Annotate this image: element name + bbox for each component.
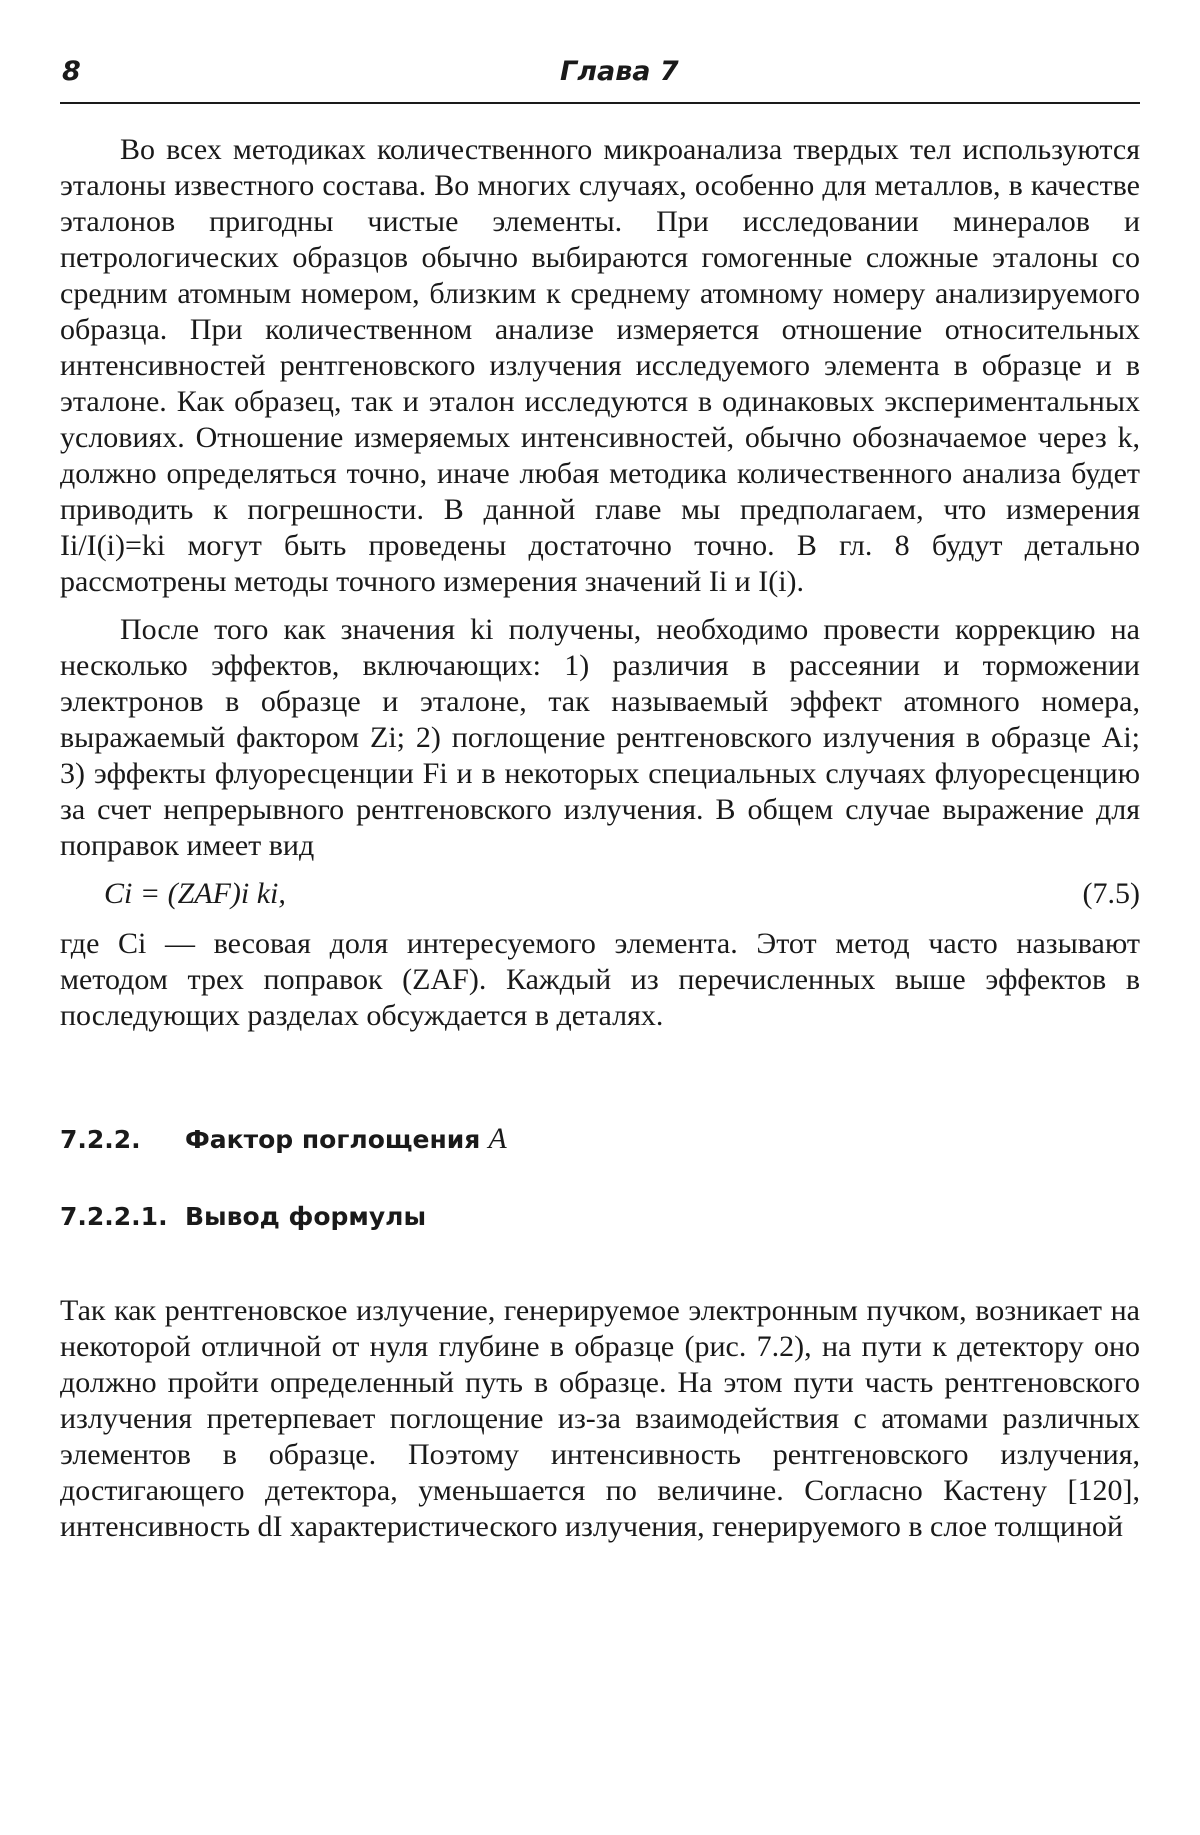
running-head: Глава 7: [560, 56, 679, 87]
section-heading-7-2-2-1: [60, 1202, 1140, 1231]
equation-7-5: [60, 868, 1140, 920]
section-number: 7.2.2.: [60, 1125, 141, 1154]
paragraph-corrections: После того как значения ki получены, необходимо провести коррекцию на несколько эффектов, включающих: 1) различия в рассеянии и торможении электронов в образце и эталоне, так называемый эффект атомного номера, выражаемый фактором Zi; 2) поглощение рентгеновского излучения в образце Ai; 3) эффекты флуоресценции Fi и в некоторых специальных случаях флуоресценцию за счет непрерывного рентгеновского излучения. В общем случае выражение для поправок имеет вид: [60, 613, 1140, 862]
section-title: Фактор поглощения: [185, 1125, 481, 1154]
subsection-title: Вывод формулы: [185, 1202, 427, 1231]
section-heading-7-2-2: [60, 1122, 1140, 1156]
page-number: 8: [62, 56, 81, 87]
paragraph-standards: Во всех методиках количественного микроанализа твердых тел используются эталоны известного состава. Во многих случаях, особенно для металлов, в качестве эталонов пригодны чистые элементы. При исследовании минералов и петрологических образцов обычно выбираются гомогенные сложные эталоны со средним атомным номером, близким к среднему атомному номеру анализируемого образца. При количественном анализе измеряется отношение относительных интенсивностей рентгеновского излучения исследуемого элемента в образце и в эталоне. Как образец, так и эталон исследуются в одинаковых экспериментальных условиях. Отношение измеряемых интенсивностей, обычно обозначаемое через k, должно определяться точно, иначе любая методика количественного анализа будет приводить к погрешности. В данной главе мы предполагаем, что измерения Ii/I(i)=ki могут быть проведены достаточно точно. В гл. 8 будут детально рассмотрены методы точного измерения значений Ii и I(i).: [60, 133, 1140, 598]
book-page: [60, 50, 1140, 1545]
page-header: [60, 50, 1140, 104]
equation-formula: Ci = (ZAF)i ki,: [104, 877, 286, 910]
subsection-number: 7.2.2.1.: [60, 1202, 168, 1231]
paragraph-zaf-method: где Ci — весовая доля интересуемого элемента. Этот метод часто называют методом трех поправок (ZAF). Каждый из перечисленных выше эффектов в последующих разделах обсуждается в деталях.: [60, 927, 1140, 1032]
section-symbol: A: [488, 1122, 507, 1155]
equation-number: (7.5): [1082, 877, 1140, 910]
paragraph-derivation: Так как рентгеновское излучение, генерируемое электронным пучком, возникает на некоторой отличной от нуля глубине в образце (рис. 7.2), на пути к детектору оно должно пройти определенный путь в образце. На этом пути часть рентгеновского излучения претерпевает поглощение из-за взаимодействия с атомами различных элементов в образце. Поэтому интенсивность рентгеновского излучения, достигающего детектора, уменьшается по величине. Согласно Кастену [120], интенсивность dI характеристического излучения, генерируемого в слое толщиной: [60, 1294, 1140, 1543]
